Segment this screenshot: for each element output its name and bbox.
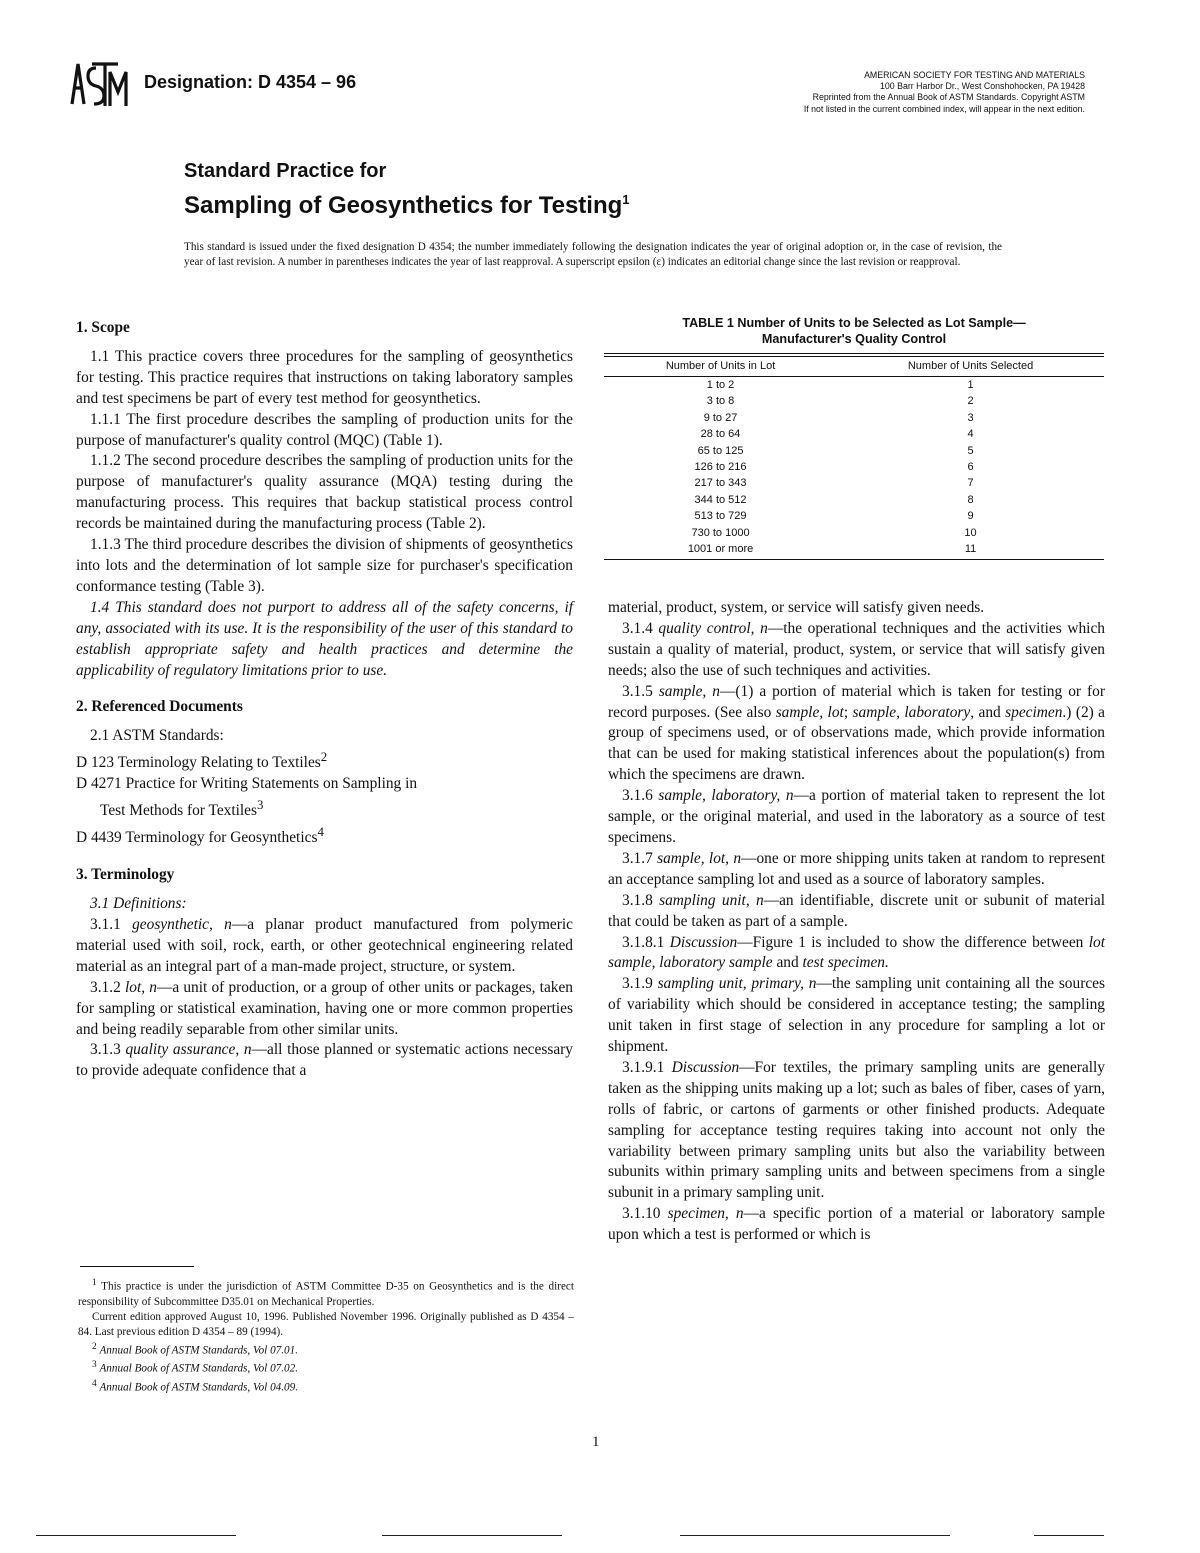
section-heading-terminology: 3. Terminology [76, 866, 175, 884]
footnote: $^2$ Annual Book of ASTM Standards, Vol 07.01. [92, 1341, 299, 1357]
section-heading-scope: 1. Scope [76, 319, 130, 336]
scan-artifact [382, 1535, 562, 1536]
scan-artifact [36, 1535, 236, 1536]
table-row: 28 to 64 4 [700, 428, 974, 441]
scan-artifact [680, 1535, 950, 1536]
table-row: 513 to 729 9 [694, 510, 974, 523]
left-column [76, 318, 573, 1082]
table-row: 65 to 125 5 [697, 444, 974, 457]
definition: 3.1.5 sample, n—(1) a portion of material which is taken for testing or for record purposes. (See also sample, lot; sample, laboratory, and specimen.) (2) a group of specimens used, or of observations made, which provide information that can be used for making statistical inferences about the population(s) from which the specimens are drawn. [608, 682, 1106, 784]
title-line-2 [184, 185, 630, 221]
definition: 3.1.1 geosynthetic, n—a planar product manufactured from polymeric material used with soil, rock, earth, or other geotechnical engineering related material as an integral part of a man-made project, structure, or system. [76, 916, 573, 975]
reference-item: Test Methods for Textiles$^3$ [100, 798, 264, 820]
table-row: 3 to 8 2 [706, 395, 974, 408]
definition: 3.1.2 lot, n—a unit of production, or a group of other units or packages, taken for sampling or statistical examination, having one or more common properties and being readily separable from other similar units. [76, 978, 573, 1038]
table-row: 730 to 1000 10 [691, 526, 977, 539]
safety-text: 1.4 This standard does not purport to address all of the safety concerns, if any, associated with its use. It is the responsibility of the user of this standard to establish appropriate safety and health practices and determine the applicability of regulatory limitations prior to use. [76, 598, 573, 679]
reference-item: D 123 Terminology Relating to Textiles$^2$ [76, 750, 328, 772]
title-line-1: Standard Practice for [184, 160, 387, 182]
table-row: 1 to 2 1 [706, 379, 974, 391]
definition: 3.1.9 sampling unit, primary, n—the sampling unit containing all the sources of variability which should be considered in acceptance testing; the sampling unit taken in first stage of selection in any procedure for sampling a lot or shipment. [608, 975, 1105, 1056]
table-row: 217 to 343 7 [694, 477, 974, 490]
definition: 3.1.6 sample, laboratory, n—a portion of material taken to represent the lot sample, or the original material, and used in the laboratory as a source of test specimens. [608, 787, 1105, 846]
paragraph: 1.1 This practice covers three procedures for the sampling of geosynthetics for testing. This practice requires that instructions on taking laboratory samples and test specimens be part of every test method for geosynthetics. [76, 347, 573, 407]
publisher-info [705, 70, 1085, 115]
document-title [184, 157, 630, 221]
publisher-line: If not listed in the current combined index, will appear in the next edition. [803, 103, 1085, 114]
definitions-label: 3.1 Definitions: [90, 895, 187, 913]
footnote-mark: 1 [622, 192, 630, 207]
paragraph: 1.1.2 The second procedure describes the sampling of production units for the purpose of manufacturer's quality assurance (MQA) testing during the manufacturing process. This requires that backup statistical process control records be maintained during the manufacturing process (Table 2). [76, 452, 573, 533]
title-text: Sampling of Geosynthetics for Testing [184, 192, 623, 219]
section-heading-references: 2. Referenced Documents [76, 698, 243, 716]
footnote: $^4$ Annual Book of ASTM Standards, Vol 04.09. [92, 1379, 299, 1394]
paragraph: material, product, system, or service will satisfy given needs. [608, 599, 985, 616]
table-row: 9 to 27 3 [703, 411, 974, 424]
discussion: 3.1.8.1 Discussion—Figure 1 is included to show the difference between lot sample, laboratory sample and test specimen. [608, 933, 1106, 972]
footnote-divider [80, 1266, 194, 1267]
footnote: $^1$ This practice is under the jurisdiction of ASTM Committee D-35 on Geosynthetics and is the direct responsibility of Subcommittee D35.01 on Mechanical Properties. [78, 1278, 574, 1308]
units-table [604, 357, 1104, 557]
discussion: 3.1.9.1 Discussion—For textiles, the primary sampling units are generally taken as the shipping units making up a lot; such as bales of fiber, cases of yarn, rolls of fabric, or cartons of garments or other finished products. Adequate sampling for acceptance testing requires taking into account not only the variability between primary sampling units but also the variability between subunits within primary sampling units and between specimens from a single subunit in a primary sampling unit. [608, 1058, 1105, 1202]
designation: Designation: D 4354 – 96 [144, 72, 357, 92]
astm-standards-label: 2.1 ASTM Standards: [90, 727, 224, 745]
column-header: Number of Units Selected [837, 357, 1104, 377]
publisher-line: AMERICAN SOCIETY FOR TESTING AND MATERIALS [864, 70, 1085, 80]
reference-item: D 4271 Practice for Writing Statements on Sampling in [76, 775, 418, 793]
definition: 3.1.8 sampling unit, n—an identifiable, discrete unit or subunit of material that could be taken as part of a sample. [608, 891, 1105, 930]
safety-paragraph [76, 598, 573, 682]
paragraph: 1.1.3 The third procedure describes the division of shipments of geosynthetics into lots and the determination of lot sample size for purchaser's specification conformance testing (Table 3). [76, 536, 573, 595]
right-column [608, 598, 1105, 1246]
reference-item: D 4439 Terminology for Geosynthetics$^4$ [76, 825, 324, 847]
table-row: 126 to 216 6 [694, 461, 974, 474]
footnotes [78, 1276, 574, 1396]
definition: 3.1.4 quality control, n—the operational techniques and the activities which sustain a quality of material, product, system, or service that will satisfy given needs; also the use of such techniques and activities. [608, 619, 1105, 679]
column-header: Number of Units in Lot [604, 357, 837, 377]
paragraph: 1.1.1 The first procedure describes the sampling of production units for the purpose of manufacturer's quality control (MQC) (Table 1). [76, 410, 573, 449]
definition: 3.1.10 specimen, n—a specific portion of a material or laboratory sample upon which a test is performed or which is [608, 1205, 1105, 1244]
issuance-note: This standard is issued under the fixed designation D 4354; the number immediately following the designation indicates the year of original adoption or, in the case of revision, the year of last revision. A number in parentheses indicates the year of last reapproval. A superscript epsilon (ε) indicates an editorial change since the last revision or reapproval. [184, 241, 1002, 268]
definition: 3.1.3 quality assurance, n—all those planned or systematic actions necessary to provide adequate confidence that a [76, 1041, 573, 1080]
table-1 [604, 316, 1104, 560]
table-rule [604, 559, 1104, 560]
page-number: 1 [592, 1434, 600, 1450]
footnote: $^3$ Annual Book of ASTM Standards, Vol 07.02. [92, 1360, 299, 1376]
table-caption: TABLE 1 Number of Units to be Selected as Lot Sample— Manufacturer's Quality Control [682, 316, 1026, 346]
footnote: Current edition approved August 10, 1996. Published November 1996. Originally published as D 4354 – 84. Last previous edition D 4354 – 89 (1994). [78, 1310, 574, 1338]
scan-artifact [1034, 1535, 1104, 1536]
table-row: 344 to 512 8 [694, 493, 974, 506]
table-row: 1001 or more 11 [687, 543, 977, 556]
definition: 3.1.7 sample, lot, n—one or more shipping units taken at random to represent an acceptance sampling lot and used as a source of laboratory samples. [608, 849, 1105, 888]
publisher-line: 100 Barr Harbor Dr., West Conshohocken, PA 19428 [879, 81, 1085, 92]
publisher-line: Reprinted from the Annual Book of ASTM Standards. Copyright ASTM [812, 92, 1085, 103]
astm-logo [66, 58, 130, 110]
